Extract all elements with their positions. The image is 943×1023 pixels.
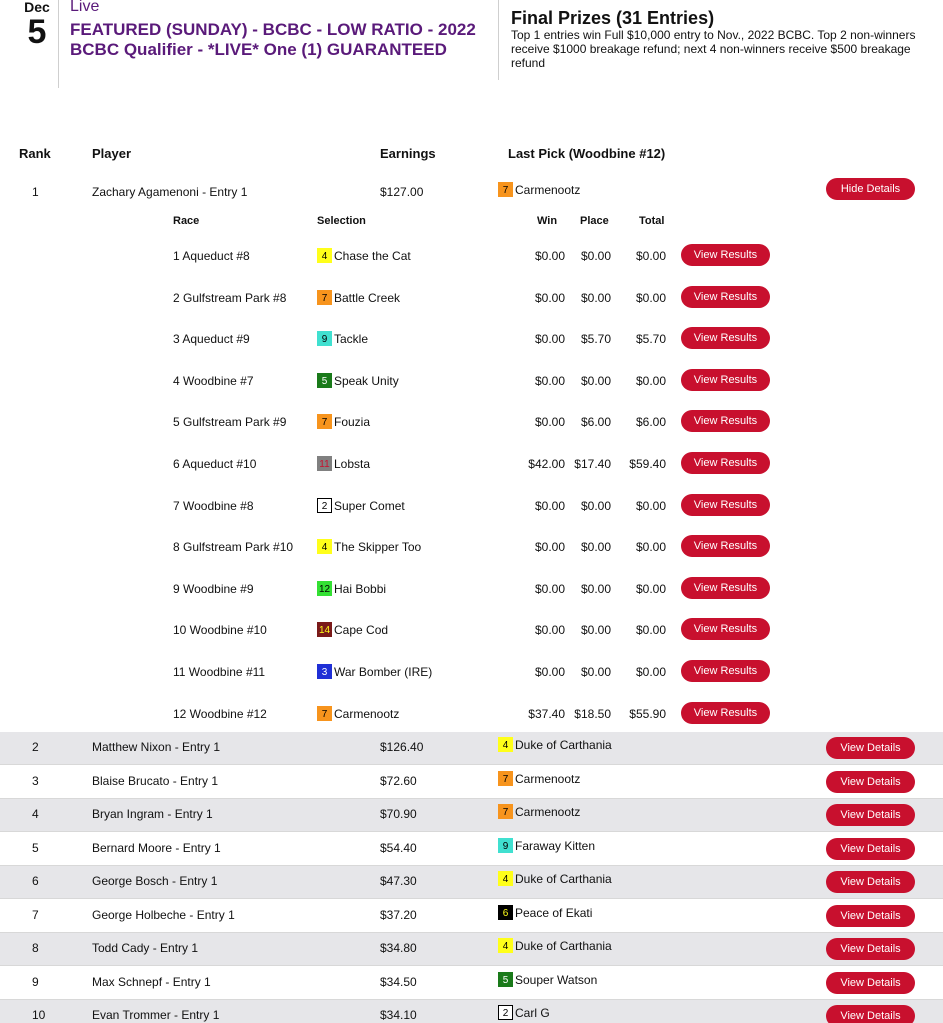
leaderboard-row-expanded bbox=[0, 182, 943, 210]
header-divider-2 bbox=[498, 0, 499, 80]
row-rank: 7 bbox=[32, 908, 39, 922]
program-number-badge: 9 bbox=[498, 838, 513, 853]
row-earnings: $47.30 bbox=[380, 874, 417, 888]
race-detail-row bbox=[0, 456, 943, 496]
row-rank: 5 bbox=[32, 841, 39, 855]
prizes-description: Top 1 entries win Full $10,000 entry to Nov., 2022 BCBC. Top 2 non-winners receive $1000 breakage refund; next 4 non-winners receive $500 breakage refund bbox=[511, 28, 916, 70]
race-win: $0.00 bbox=[534, 623, 565, 637]
event-status: Live bbox=[70, 0, 100, 15]
program-number-badge: 2 bbox=[498, 1005, 513, 1020]
race-total: $0.00 bbox=[635, 665, 666, 679]
view-results-button[interactable]: View Results bbox=[681, 535, 770, 557]
selection-horse: War Bomber (IRE) bbox=[334, 665, 433, 679]
selection-horse: Fouzia bbox=[334, 415, 371, 429]
race-selection bbox=[317, 248, 411, 264]
view-results-button[interactable]: View Results bbox=[681, 327, 770, 349]
row-earnings: $34.10 bbox=[380, 1008, 417, 1022]
race-detail-row bbox=[0, 498, 943, 538]
race-place: $0.00 bbox=[580, 249, 611, 263]
last-pick-horse: Duke of Carthania bbox=[515, 738, 612, 752]
race-detail-row bbox=[0, 373, 943, 413]
row-earnings: $127.00 bbox=[380, 185, 424, 199]
view-details-button[interactable]: View Details bbox=[826, 1005, 915, 1023]
detail-header-race: Race bbox=[173, 215, 200, 227]
view-details-button[interactable]: View Details bbox=[826, 737, 915, 759]
view-details-button[interactable]: View Details bbox=[826, 871, 915, 893]
row-rank: 9 bbox=[32, 975, 39, 989]
race-name: 1 Aqueduct #8 bbox=[173, 249, 250, 263]
leaderboard-row bbox=[0, 766, 943, 799]
selection-horse: Super Comet bbox=[334, 499, 405, 513]
row-earnings: $70.90 bbox=[380, 807, 417, 821]
race-place: $0.00 bbox=[580, 582, 611, 596]
race-detail-row bbox=[0, 664, 943, 704]
leaderboard-row bbox=[0, 833, 943, 866]
race-selection bbox=[317, 706, 399, 722]
race-name: 7 Woodbine #8 bbox=[173, 499, 254, 513]
race-win: $0.00 bbox=[534, 582, 565, 596]
view-results-button[interactable]: View Results bbox=[681, 452, 770, 474]
row-last-pick bbox=[498, 182, 580, 198]
race-total: $59.40 bbox=[629, 457, 666, 471]
row-earnings: $54.40 bbox=[380, 841, 417, 855]
row-earnings: $37.20 bbox=[380, 908, 417, 922]
row-last-pick bbox=[498, 1005, 550, 1021]
row-rank: 10 bbox=[32, 1008, 46, 1022]
row-earnings: $34.80 bbox=[380, 941, 417, 955]
view-details-button[interactable]: View Details bbox=[826, 838, 915, 860]
race-name: 3 Aqueduct #9 bbox=[173, 332, 250, 346]
race-name: 8 Gulfstream Park #10 bbox=[173, 540, 294, 554]
race-place: $17.40 bbox=[574, 457, 611, 471]
row-player: Matthew Nixon - Entry 1 bbox=[92, 740, 221, 754]
column-header-earnings: Earnings bbox=[380, 146, 436, 161]
selection-horse: Carmenootz bbox=[334, 707, 400, 721]
race-detail-row bbox=[0, 290, 943, 330]
race-place: $0.00 bbox=[580, 540, 611, 554]
row-rank: 1 bbox=[32, 185, 39, 199]
event-title: FEATURED (SUNDAY) - BCBC - LOW RATIO - 2022 BCBC Qualifier - *LIVE* One (1) GUARANTEED bbox=[70, 20, 476, 59]
row-player: George Holbeche - Entry 1 bbox=[92, 908, 235, 922]
race-name: 10 Woodbine #10 bbox=[173, 623, 267, 637]
program-number-badge: 7 bbox=[498, 182, 513, 197]
race-total: $55.90 bbox=[629, 707, 666, 721]
race-win: $0.00 bbox=[534, 249, 565, 263]
race-total: $0.00 bbox=[635, 623, 666, 637]
last-pick-horse: Carl G bbox=[515, 1006, 550, 1020]
race-name: 12 Woodbine #12 bbox=[173, 707, 267, 721]
race-win: $0.00 bbox=[534, 665, 565, 679]
program-number-badge: 7 bbox=[498, 771, 513, 786]
event-month: Dec bbox=[24, 0, 50, 15]
selection-horse: Speak Unity bbox=[334, 374, 399, 388]
race-selection bbox=[317, 498, 405, 514]
program-number-badge: 7 bbox=[498, 804, 513, 819]
row-player: Bernard Moore - Entry 1 bbox=[92, 841, 221, 855]
program-number-badge: 4 bbox=[317, 539, 332, 554]
race-name: 11 Woodbine #11 bbox=[173, 665, 266, 679]
row-player: George Bosch - Entry 1 bbox=[92, 874, 218, 888]
event-header bbox=[0, 0, 943, 95]
view-results-button[interactable]: View Results bbox=[681, 369, 770, 391]
race-selection bbox=[317, 414, 370, 430]
row-last-pick bbox=[498, 871, 612, 887]
race-total: $5.70 bbox=[635, 332, 666, 346]
race-win: $42.00 bbox=[528, 457, 565, 471]
race-place: $18.50 bbox=[574, 707, 611, 721]
race-win: $0.00 bbox=[534, 499, 565, 513]
race-total: $6.00 bbox=[635, 415, 666, 429]
row-last-pick bbox=[498, 838, 595, 854]
row-last-pick bbox=[498, 771, 580, 787]
race-detail-row bbox=[0, 331, 943, 371]
race-win: $0.00 bbox=[534, 415, 565, 429]
row-last-pick bbox=[498, 804, 580, 820]
row-rank: 4 bbox=[32, 807, 39, 821]
view-results-button[interactable]: View Results bbox=[681, 410, 770, 432]
event-date bbox=[17, 0, 57, 50]
row-player: Bryan Ingram - Entry 1 bbox=[92, 807, 213, 821]
view-details-button[interactable]: View Details bbox=[826, 972, 915, 994]
program-number-badge: 4 bbox=[317, 248, 332, 263]
race-selection bbox=[317, 581, 386, 597]
race-detail-row bbox=[0, 414, 943, 454]
view-results-button[interactable]: View Results bbox=[681, 494, 770, 516]
selection-horse: Battle Creek bbox=[334, 291, 401, 305]
leaderboard-row bbox=[0, 933, 943, 966]
race-win: $0.00 bbox=[534, 374, 565, 388]
leaderboard-row bbox=[0, 967, 943, 1000]
last-pick-horse: Carmenootz bbox=[515, 805, 581, 819]
program-number-badge: 3 bbox=[317, 664, 332, 679]
race-win: $0.00 bbox=[534, 540, 565, 554]
program-number-badge: 4 bbox=[498, 938, 513, 953]
row-rank: 2 bbox=[32, 740, 39, 754]
race-place: $0.00 bbox=[580, 665, 611, 679]
column-header-rank: Rank bbox=[19, 146, 51, 161]
race-total: $0.00 bbox=[635, 249, 666, 263]
last-pick-horse: Faraway Kitten bbox=[515, 839, 596, 853]
view-details-button[interactable]: View Details bbox=[826, 938, 915, 960]
program-number-badge: 4 bbox=[498, 871, 513, 886]
program-number-badge: 6 bbox=[498, 905, 513, 920]
row-last-pick bbox=[498, 737, 612, 753]
race-total: $0.00 bbox=[635, 499, 666, 513]
last-pick-horse: Carmenootz bbox=[515, 772, 581, 786]
race-detail-row bbox=[0, 539, 943, 579]
event-day: 5 bbox=[27, 13, 47, 51]
race-detail-row bbox=[0, 248, 943, 288]
row-earnings: $34.50 bbox=[380, 975, 417, 989]
row-last-pick bbox=[498, 938, 612, 954]
view-results-button[interactable]: View Results bbox=[681, 618, 770, 640]
view-results-button[interactable]: View Results bbox=[681, 577, 770, 599]
race-total: $0.00 bbox=[635, 374, 666, 388]
race-place: $0.00 bbox=[580, 374, 611, 388]
race-win: $0.00 bbox=[534, 332, 565, 346]
leaderboard-row bbox=[0, 1000, 943, 1023]
race-name: 5 Gulfstream Park #9 bbox=[173, 415, 287, 429]
row-player: Blaise Brucato - Entry 1 bbox=[92, 774, 219, 788]
view-details-button[interactable]: View Details bbox=[826, 804, 915, 826]
program-number-badge: 7 bbox=[317, 290, 332, 305]
row-player: Zachary Agamenoni - Entry 1 bbox=[92, 185, 248, 199]
program-number-badge: 5 bbox=[317, 373, 332, 388]
race-name: 2 Gulfstream Park #8 bbox=[173, 291, 287, 305]
row-player: Todd Cady - Entry 1 bbox=[92, 941, 199, 955]
program-number-badge: 4 bbox=[498, 737, 513, 752]
leaderboard-row bbox=[0, 799, 943, 832]
program-number-badge: 12 bbox=[317, 581, 332, 596]
header-divider bbox=[58, 0, 59, 88]
race-place: $5.70 bbox=[580, 332, 611, 346]
race-name: 4 Woodbine #7 bbox=[173, 374, 254, 388]
detail-header-total: Total bbox=[639, 215, 665, 227]
race-win: $37.40 bbox=[528, 707, 565, 721]
selection-horse: The Skipper Too bbox=[334, 540, 422, 554]
row-last-pick bbox=[498, 905, 592, 921]
row-last-pick bbox=[498, 972, 597, 988]
program-number-badge: 14 bbox=[317, 622, 332, 637]
race-place: $6.00 bbox=[580, 415, 611, 429]
program-number-badge: 2 bbox=[317, 498, 332, 513]
view-details-button[interactable]: View Details bbox=[826, 905, 915, 927]
selection-horse: Tackle bbox=[334, 332, 369, 346]
program-number-badge: 9 bbox=[317, 331, 332, 346]
race-name: 9 Woodbine #9 bbox=[173, 582, 254, 596]
last-pick-horse: Peace of Ekati bbox=[515, 906, 593, 920]
race-total: $0.00 bbox=[635, 582, 666, 596]
view-details-button[interactable]: View Details bbox=[826, 771, 915, 793]
view-results-button[interactable]: View Results bbox=[681, 660, 770, 682]
leaderboard-row bbox=[0, 732, 943, 765]
race-selection bbox=[317, 539, 421, 555]
race-selection bbox=[317, 664, 432, 680]
detail-header-win: Win bbox=[537, 215, 558, 227]
row-player: Max Schnepf - Entry 1 bbox=[92, 975, 211, 989]
row-rank: 8 bbox=[32, 941, 39, 955]
race-detail-row bbox=[0, 622, 943, 662]
race-selection bbox=[317, 290, 400, 306]
race-selection bbox=[317, 456, 370, 472]
row-rank: 3 bbox=[32, 774, 39, 788]
selection-horse: Chase the Cat bbox=[334, 249, 411, 263]
row-rank: 6 bbox=[32, 874, 39, 888]
last-pick-horse: Duke of Carthania bbox=[515, 939, 612, 953]
race-selection bbox=[317, 622, 388, 638]
race-total: $0.00 bbox=[635, 540, 666, 554]
last-pick-horse: Duke of Carthania bbox=[515, 872, 612, 886]
hide-details-button[interactable]: Hide Details bbox=[826, 178, 915, 200]
detail-header-selection: Selection bbox=[317, 215, 366, 227]
prizes-title: Final Prizes (31 Entries) bbox=[511, 8, 715, 28]
race-selection bbox=[317, 373, 399, 389]
program-number-badge: 5 bbox=[498, 972, 513, 987]
leaderboard-row bbox=[0, 866, 943, 899]
race-name: 6 Aqueduct #10 bbox=[173, 457, 257, 471]
row-player: Evan Trommer - Entry 1 bbox=[92, 1008, 220, 1022]
leaderboard-row bbox=[0, 900, 943, 933]
last-pick-horse: Carmenootz bbox=[515, 183, 581, 197]
race-place: $0.00 bbox=[580, 499, 611, 513]
selection-horse: Lobsta bbox=[334, 457, 371, 471]
race-detail-row bbox=[0, 581, 943, 621]
view-results-button[interactable]: View Results bbox=[681, 286, 770, 308]
detail-header-place: Place bbox=[580, 215, 609, 227]
program-number-badge: 7 bbox=[317, 414, 332, 429]
column-header-last-pick: Last Pick (Woodbine #12) bbox=[508, 146, 666, 161]
row-earnings: $72.60 bbox=[380, 774, 417, 788]
program-number-badge: 11 bbox=[317, 456, 332, 471]
row-earnings: $126.40 bbox=[380, 740, 424, 754]
race-place: $0.00 bbox=[580, 291, 611, 305]
column-header-player: Player bbox=[92, 146, 132, 161]
selection-horse: Cape Cod bbox=[334, 623, 389, 637]
race-total: $0.00 bbox=[635, 291, 666, 305]
view-results-button[interactable]: View Results bbox=[681, 702, 770, 724]
race-win: $0.00 bbox=[534, 291, 565, 305]
race-selection bbox=[317, 331, 368, 347]
selection-horse: Hai Bobbi bbox=[334, 582, 387, 596]
program-number-badge: 7 bbox=[317, 706, 332, 721]
last-pick-horse: Souper Watson bbox=[515, 973, 598, 987]
view-results-button[interactable]: View Results bbox=[681, 244, 770, 266]
race-place: $0.00 bbox=[580, 623, 611, 637]
